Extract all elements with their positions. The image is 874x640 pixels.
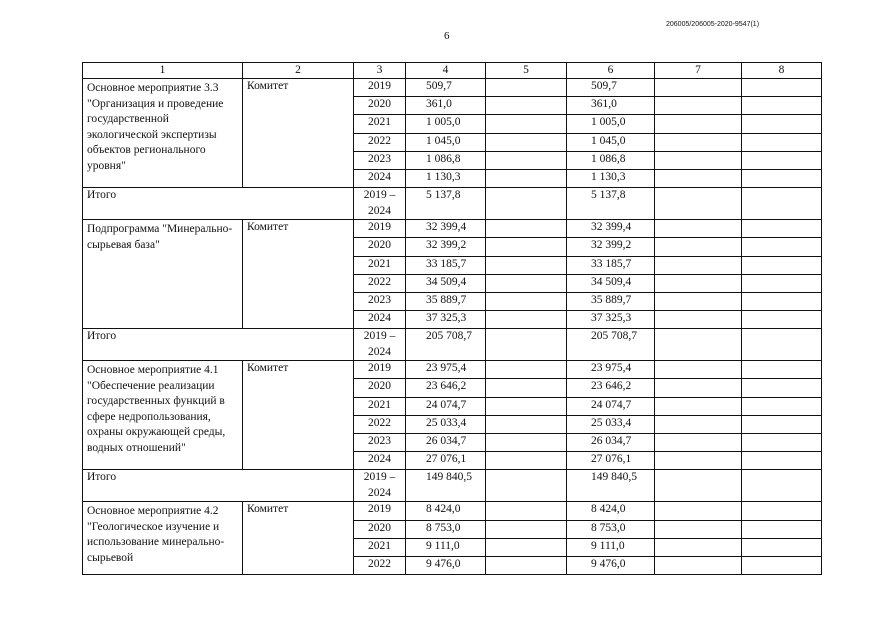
amount-col6: 32 399,2 — [567, 238, 655, 256]
activity-name: Подпрограмма "Минерально-сырьевая база" — [83, 220, 243, 329]
amount-col4: 26 034,7 — [406, 434, 486, 452]
amount-col6: 9 476,0 — [567, 556, 655, 574]
amount-col8 — [742, 311, 822, 329]
amount-col6: 361,0 — [567, 97, 655, 115]
year-cell: 2021 — [354, 397, 406, 415]
amount-col6: 27 076,1 — [567, 452, 655, 470]
amount-col8 — [742, 133, 822, 151]
total-col8 — [742, 329, 822, 361]
amount-col5 — [486, 292, 567, 310]
amount-col4: 33 185,7 — [406, 256, 486, 274]
amount-col7 — [655, 434, 742, 452]
amount-col8 — [742, 274, 822, 292]
amount-col5 — [486, 379, 567, 397]
amount-col7 — [655, 415, 742, 433]
year-cell: 2021 — [354, 538, 406, 556]
amount-col8 — [742, 520, 822, 538]
amount-col7 — [655, 256, 742, 274]
amount-col7 — [655, 502, 742, 520]
amount-col7 — [655, 220, 742, 238]
amount-col4: 1 045,0 — [406, 133, 486, 151]
amount-col7 — [655, 520, 742, 538]
amount-col6: 35 889,7 — [567, 292, 655, 310]
amount-col5 — [486, 97, 567, 115]
amount-col6: 33 185,7 — [567, 256, 655, 274]
total-row — [83, 470, 822, 502]
amount-col7 — [655, 115, 742, 133]
total-col8 — [742, 188, 822, 220]
column-header-5: 5 — [486, 63, 567, 79]
table-header-row — [83, 63, 822, 79]
column-header-6: 6 — [567, 63, 655, 79]
amount-col4: 37 325,3 — [406, 311, 486, 329]
amount-col6: 23 646,2 — [567, 379, 655, 397]
activity-name: Основное мероприятие 4.2 "Геологическое изучение и использование минерально-сырьевой — [83, 502, 243, 575]
amount-col5 — [486, 256, 567, 274]
amount-col4: 8 753,0 — [406, 520, 486, 538]
amount-col8 — [742, 379, 822, 397]
amount-col5 — [486, 274, 567, 292]
amount-col6: 8 424,0 — [567, 502, 655, 520]
amount-col7 — [655, 311, 742, 329]
amount-col7 — [655, 379, 742, 397]
amount-col4: 8 424,0 — [406, 502, 486, 520]
column-header-7: 7 — [655, 63, 742, 79]
budget-table — [82, 62, 822, 575]
amount-col4: 509,7 — [406, 79, 486, 97]
amount-col4: 35 889,7 — [406, 292, 486, 310]
year-cell: 2020 — [354, 520, 406, 538]
total-years: 2019 – 2024 — [354, 470, 406, 502]
amount-col7 — [655, 556, 742, 574]
year-cell: 2019 — [354, 79, 406, 97]
total-col5 — [486, 470, 567, 502]
total-col5 — [486, 188, 567, 220]
amount-col8 — [742, 415, 822, 433]
amount-col6: 37 325,3 — [567, 311, 655, 329]
executor: Комитет — [243, 220, 354, 329]
total-years: 2019 – 2024 — [354, 329, 406, 361]
amount-col7 — [655, 274, 742, 292]
table-row — [83, 79, 822, 97]
amount-col7 — [655, 292, 742, 310]
total-col7 — [655, 188, 742, 220]
amount-col6: 23 975,4 — [567, 361, 655, 379]
total-col6: 149 840,5 — [567, 470, 655, 502]
year-cell: 2021 — [354, 115, 406, 133]
amount-col4: 23 975,4 — [406, 361, 486, 379]
amount-col5 — [486, 133, 567, 151]
activity-name: Основное мероприятие 4.1 "Обеспечение реализации государственных функций в сфере недропользования, охраны окружающей среды, водных отношений" — [83, 361, 243, 470]
year-cell: 2019 — [354, 220, 406, 238]
total-years: 2019 – 2024 — [354, 188, 406, 220]
year-cell: 2024 — [354, 169, 406, 187]
amount-col4: 32 399,4 — [406, 220, 486, 238]
amount-col8 — [742, 151, 822, 169]
amount-col4: 34 509,4 — [406, 274, 486, 292]
amount-col6: 26 034,7 — [567, 434, 655, 452]
column-header-1: 1 — [83, 63, 243, 79]
amount-col8 — [742, 220, 822, 238]
amount-col7 — [655, 151, 742, 169]
year-cell: 2020 — [354, 97, 406, 115]
year-cell: 2024 — [354, 311, 406, 329]
amount-col5 — [486, 311, 567, 329]
amount-col4: 27 076,1 — [406, 452, 486, 470]
total-label: Итого — [83, 470, 354, 502]
amount-col8 — [742, 361, 822, 379]
total-label: Итого — [83, 329, 354, 361]
amount-col7 — [655, 397, 742, 415]
amount-col6: 9 111,0 — [567, 538, 655, 556]
amount-col7 — [655, 97, 742, 115]
amount-col8 — [742, 169, 822, 187]
amount-col4: 25 033,4 — [406, 415, 486, 433]
amount-col7 — [655, 538, 742, 556]
column-header-3: 3 — [354, 63, 406, 79]
amount-col6: 1 045,0 — [567, 133, 655, 151]
year-cell: 2024 — [354, 452, 406, 470]
amount-col5 — [486, 79, 567, 97]
total-row — [83, 329, 822, 361]
year-cell: 2020 — [354, 238, 406, 256]
amount-col7 — [655, 79, 742, 97]
total-col5 — [486, 329, 567, 361]
table-row — [83, 361, 822, 379]
total-col7 — [655, 329, 742, 361]
amount-col6: 509,7 — [567, 79, 655, 97]
page-number: 6 — [444, 30, 450, 42]
amount-col5 — [486, 452, 567, 470]
total-col7 — [655, 470, 742, 502]
amount-col5 — [486, 220, 567, 238]
year-cell: 2023 — [354, 292, 406, 310]
total-col4: 149 840,5 — [406, 470, 486, 502]
document-id: 206005/206005-2020-9547(1) — [666, 21, 760, 28]
amount-col5 — [486, 434, 567, 452]
year-cell: 2021 — [354, 256, 406, 274]
amount-col4: 32 399,2 — [406, 238, 486, 256]
amount-col5 — [486, 415, 567, 433]
amount-col6: 34 509,4 — [567, 274, 655, 292]
amount-col4: 23 646,2 — [406, 379, 486, 397]
amount-col5 — [486, 520, 567, 538]
amount-col4: 9 111,0 — [406, 538, 486, 556]
year-cell: 2022 — [354, 415, 406, 433]
year-cell: 2023 — [354, 151, 406, 169]
amount-col6: 1 130,3 — [567, 169, 655, 187]
amount-col6: 1 086,8 — [567, 151, 655, 169]
amount-col5 — [486, 556, 567, 574]
amount-col4: 1 130,3 — [406, 169, 486, 187]
year-cell: 2022 — [354, 133, 406, 151]
amount-col5 — [486, 115, 567, 133]
year-cell: 2019 — [354, 502, 406, 520]
amount-col7 — [655, 361, 742, 379]
total-label: Итого — [83, 188, 354, 220]
total-col8 — [742, 470, 822, 502]
amount-col5 — [486, 151, 567, 169]
total-col6: 5 137,8 — [567, 188, 655, 220]
amount-col8 — [742, 292, 822, 310]
executor: Комитет — [243, 502, 354, 575]
amount-col4: 361,0 — [406, 97, 486, 115]
amount-col7 — [655, 452, 742, 470]
year-cell: 2022 — [354, 274, 406, 292]
amount-col6: 25 033,4 — [567, 415, 655, 433]
amount-col8 — [742, 79, 822, 97]
year-cell: 2022 — [354, 556, 406, 574]
executor: Комитет — [243, 79, 354, 188]
amount-col7 — [655, 133, 742, 151]
amount-col5 — [486, 397, 567, 415]
year-cell: 2020 — [354, 379, 406, 397]
total-col4: 5 137,8 — [406, 188, 486, 220]
column-header-8: 8 — [742, 63, 822, 79]
amount-col8 — [742, 502, 822, 520]
amount-col4: 1 086,8 — [406, 151, 486, 169]
amount-col8 — [742, 434, 822, 452]
amount-col7 — [655, 169, 742, 187]
total-col6: 205 708,7 — [567, 329, 655, 361]
amount-col4: 9 476,0 — [406, 556, 486, 574]
amount-col4: 1 005,0 — [406, 115, 486, 133]
amount-col6: 24 074,7 — [567, 397, 655, 415]
activity-name: Основное мероприятие 3.3 "Организация и проведение государственной экологической экспертизы объектов регионального уровня" — [83, 79, 243, 188]
amount-col5 — [486, 502, 567, 520]
amount-col6: 32 399,4 — [567, 220, 655, 238]
executor: Комитет — [243, 361, 354, 470]
amount-col5 — [486, 538, 567, 556]
amount-col4: 24 074,7 — [406, 397, 486, 415]
total-col4: 205 708,7 — [406, 329, 486, 361]
table-row — [83, 220, 822, 238]
amount-col8 — [742, 538, 822, 556]
amount-col5 — [486, 169, 567, 187]
amount-col5 — [486, 361, 567, 379]
total-row — [83, 188, 822, 220]
amount-col8 — [742, 97, 822, 115]
amount-col8 — [742, 238, 822, 256]
amount-col8 — [742, 256, 822, 274]
column-header-4: 4 — [406, 63, 486, 79]
amount-col8 — [742, 556, 822, 574]
table-row — [83, 502, 822, 520]
amount-col5 — [486, 238, 567, 256]
year-cell: 2023 — [354, 434, 406, 452]
amount-col6: 8 753,0 — [567, 520, 655, 538]
amount-col8 — [742, 397, 822, 415]
amount-col6: 1 005,0 — [567, 115, 655, 133]
column-header-2: 2 — [243, 63, 354, 79]
amount-col8 — [742, 452, 822, 470]
amount-col8 — [742, 115, 822, 133]
year-cell: 2019 — [354, 361, 406, 379]
amount-col7 — [655, 238, 742, 256]
